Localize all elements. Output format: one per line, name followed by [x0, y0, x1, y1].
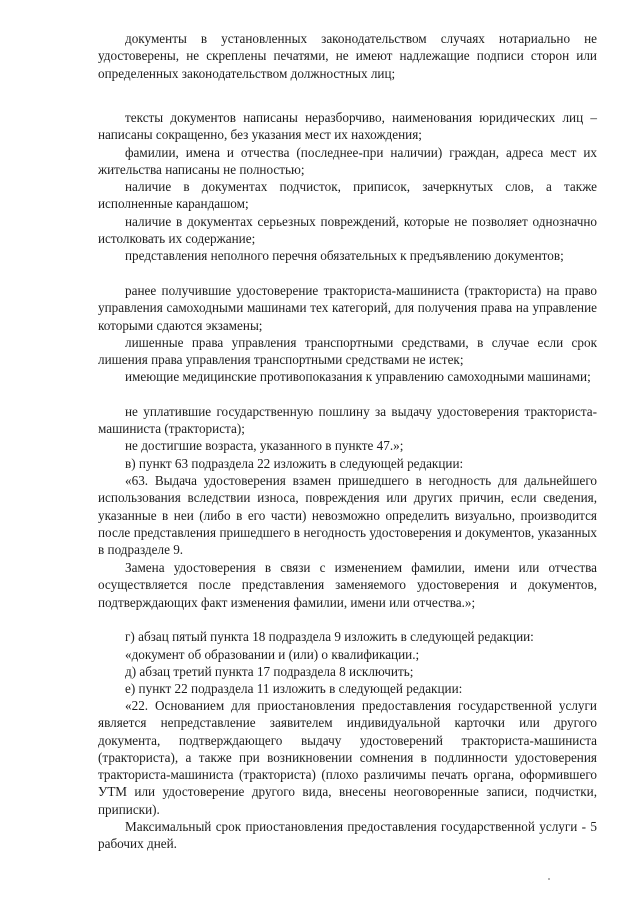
paragraph-1: документы в установленных законодательством случаях нотариально не удостоверены, не скреплены печатями, не имеют надлежащие подписи сторон или определенных законодательством должностных лиц;: [98, 31, 597, 81]
paragraph-10: не уплатившие государственную пошлину за выдачу удостоверения тракториста-машиниста (тракториста);: [98, 404, 597, 437]
paragraph-16: «документ об образовании и (или) о квалификации.;: [125, 647, 420, 662]
paragraph-15: г) абзац пятый пункта 18 подраздела 9 изложить в следующей редакции:: [125, 629, 534, 644]
paragraph-9: имеющие медицинские противопоказания к управлению самоходными машинами;: [125, 369, 591, 384]
paragraph-13: «63. Выдача удостоверения взамен пришедшего в негодность для дальнейшего использования вследствии износа, повреждения или других причин, если сведения, указанные в неи (либо в его части) невозможно определить визуально, производится после представления пришедшего в негодность удостоверения и документов, указанных в подразделе 9.: [98, 473, 597, 558]
paragraph-14: Замена удостоверения в связи с изменением фамилии, имени или отчества осуществляется после представления заменяемого удостоверения и документов, подтверждающих факт изменения фамилии, имени или отчества.»;: [98, 560, 597, 610]
paragraph-3: фамилии, имена и отчества (последнее-при наличии) граждан, адреса мест их жительства написаны не полностью;: [98, 145, 597, 178]
paragraph-2: тексты документов написаны неразборчиво, наименования юридических лиц – написаны сокращенно, без указания мест их нахождения;: [98, 110, 597, 143]
paragraph-17: д) абзац третий пункта 17 подраздела 8 исключить;: [125, 664, 414, 679]
paragraph-11: не достигшие возраста, указанного в пункте 47.»;: [125, 438, 404, 453]
paragraph-6: представления неполного перечня обязательных к предъявлению документов;: [125, 248, 564, 263]
paragraph-8: лишенные права управления транспортными средствами, в случае если срок лишения права управления транспортными средствами не истек;: [98, 335, 597, 368]
paragraph-19: «22. Основанием для приостановления предоставления государственной услуги является непредставление заявителем индивидуальной карточки или другого документа, подтверждающего выдачу удостоверений тракториста-машиниста (тракториста), а также при возникновении сомнения в подлинности удостоверения тракториста-машиниста (тракториста) (плохо различимы печать органа, оформившего УТМ или удостоверение другого вида, внесены неоговоренные записи, подчистки, приписки).: [98, 698, 597, 817]
scan-speck: [548, 878, 550, 880]
paragraph-5: наличие в документах серьезных повреждений, которые не позволяет однозначно истолковать их содержание;: [98, 214, 597, 247]
paragraph-7: ранее получившие удостоверение тракториста-машиниста (тракториста) на право управления самоходными машинами тех категорий, для получения права на управление которыми сдаются экзамены;: [98, 283, 597, 333]
paragraph-20: Максимальный срок приостановления предоставления государственной услуги - 5 рабочих дней.: [98, 819, 597, 852]
paragraph-18: е) пункт 22 подраздела 11 изложить в следующей редакции:: [125, 681, 463, 696]
paragraph-12: в) пункт 63 подраздела 22 изложить в следующей редакции:: [125, 456, 464, 471]
paragraph-4: наличие в документах подчисток, приписок, зачеркнутых слов, а также исполненные карандашом;: [98, 179, 597, 212]
